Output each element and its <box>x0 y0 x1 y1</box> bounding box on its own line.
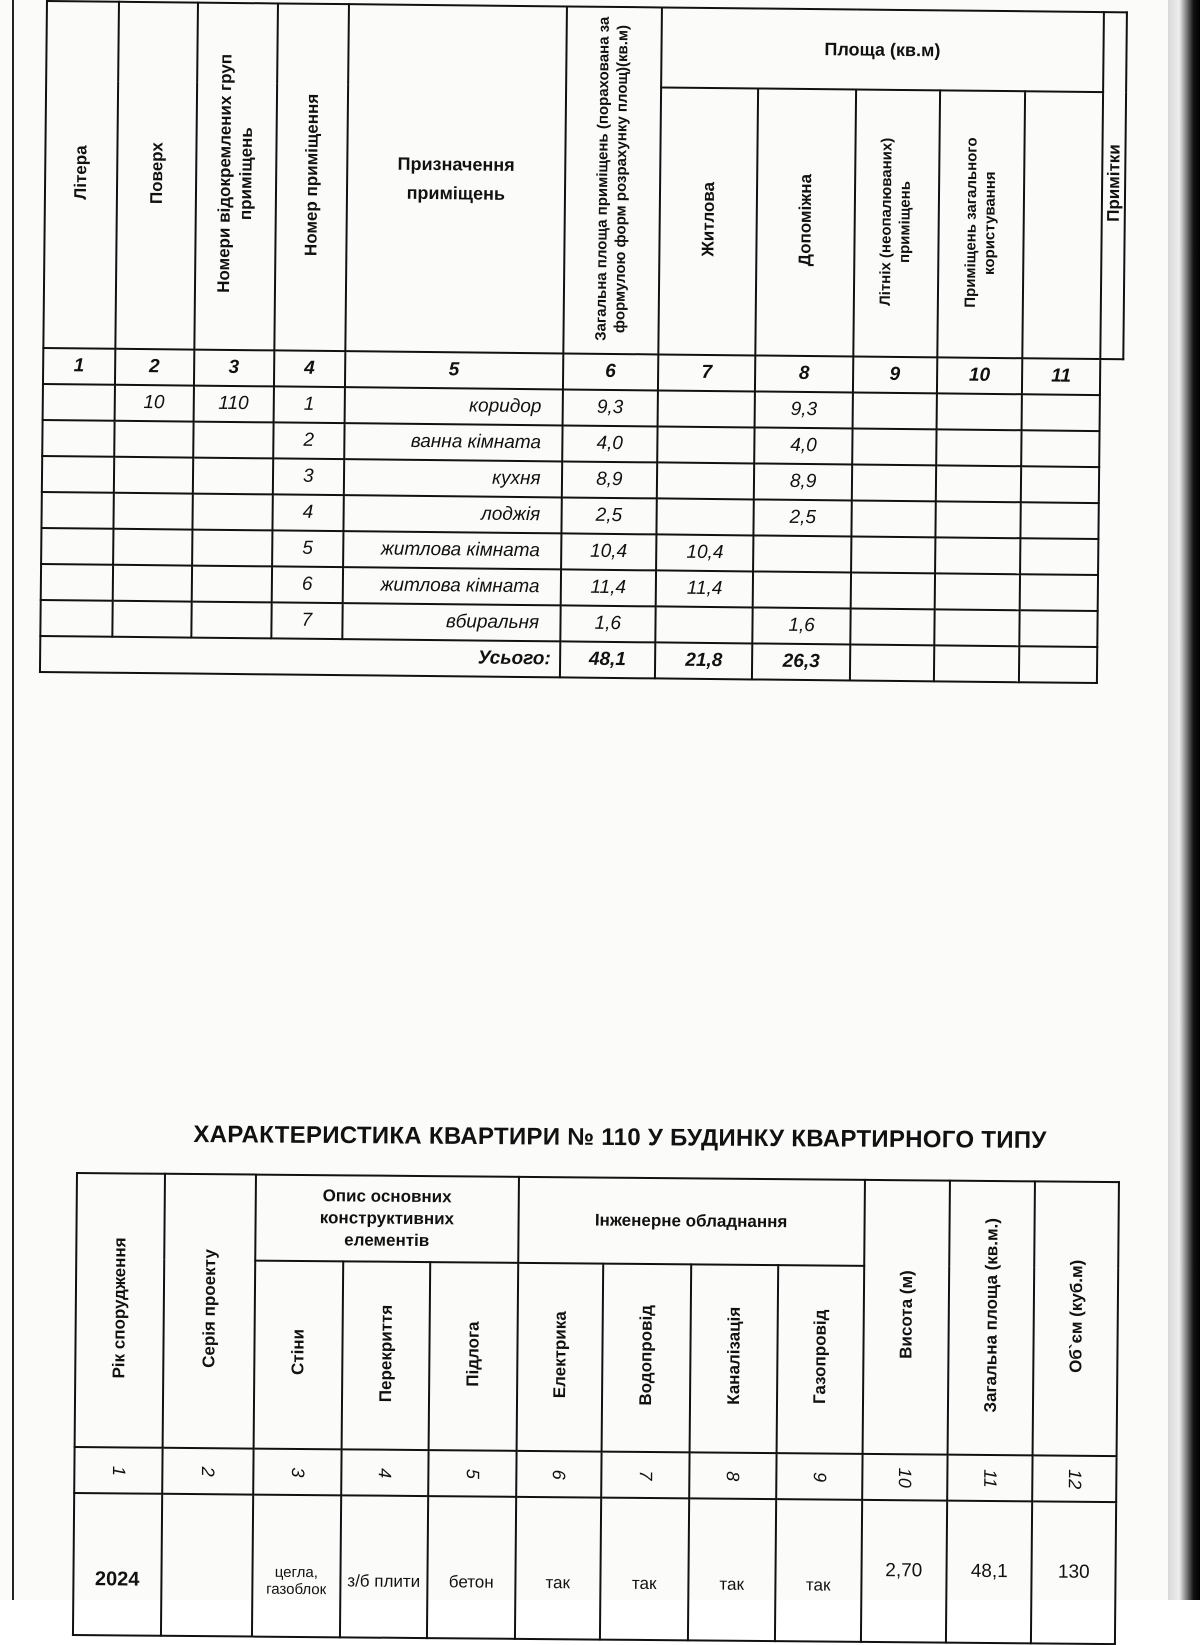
room-aux-cell: 2,5 <box>754 499 852 536</box>
room-living-cell <box>655 606 753 643</box>
header-floor: Поверх <box>115 2 198 350</box>
column-index: 5 <box>428 1450 516 1497</box>
column-index: 7 <box>601 1452 689 1499</box>
header-char-total-area: Загальна площа (кв.м.) <box>948 1181 1036 1456</box>
room-aux-cell: 8,9 <box>754 463 852 500</box>
totals-total-cell: 48,1 <box>560 641 656 678</box>
header-year: Рік спорудження <box>75 1173 165 1448</box>
volume-cell: 130 <box>1031 1501 1116 1644</box>
electricity-cell: так <box>515 1497 602 1640</box>
room-total-cell: 2,5 <box>561 497 657 534</box>
room-living-cell: 10,4 <box>656 534 754 571</box>
room-purpose-cell: житлова кімната <box>343 531 561 569</box>
column-index: 12 <box>1033 1455 1117 1502</box>
room-number-cell: 2 <box>273 422 345 459</box>
column-index: 3 <box>194 350 274 387</box>
column-index: 10 <box>862 1454 948 1501</box>
walls-cell: цегла, газоблок <box>252 1495 341 1638</box>
room-total-cell: 11,4 <box>560 569 656 606</box>
room-aux-cell <box>753 535 851 572</box>
room-living-cell <box>657 426 755 463</box>
room-total-cell: 10,4 <box>561 533 657 570</box>
header-room-number: Номер приміщення <box>274 3 349 351</box>
header-series: Серія проекту <box>162 1174 256 1449</box>
gas-cell: так <box>775 1499 862 1642</box>
ceilings-cell: з/б плити <box>340 1495 429 1638</box>
room-purpose-cell: вбиральня <box>342 603 560 641</box>
column-index: 11 <box>947 1455 1033 1502</box>
room-purpose-cell: кухня <box>344 459 562 497</box>
header-living: Житлова <box>658 87 758 355</box>
room-number-cell: 4 <box>272 494 344 531</box>
room-number-cell: 3 <box>272 458 344 495</box>
room-purpose-cell: коридор <box>345 387 563 425</box>
header-auxiliary: Допоміжна <box>756 88 856 356</box>
water-cell: так <box>600 1498 689 1641</box>
totals-living-cell: 21,8 <box>655 642 753 679</box>
column-index: 8 <box>689 1452 777 1499</box>
header-volume: Об`єм (куб.м) <box>1033 1181 1119 1456</box>
header-electricity: Електрика <box>516 1263 603 1452</box>
column-index: 7 <box>658 354 756 391</box>
column-index: 3 <box>253 1449 341 1496</box>
header-height: Висота (м) <box>862 1180 950 1455</box>
column-index: 10 <box>936 357 1022 394</box>
room-total-cell: 8,9 <box>561 461 657 498</box>
header-group-numbers: Номери відокремлених груп приміщень <box>194 3 277 351</box>
header-common: Приміщень загального користування <box>937 90 1025 358</box>
column-index: 5 <box>345 351 563 389</box>
header-engineering-group: Інженерне обладнання <box>518 1177 865 1266</box>
room-total-cell: 4,0 <box>562 425 658 462</box>
room-number-cell: 1 <box>273 386 345 423</box>
header-water: Водопровід <box>602 1264 691 1453</box>
room-living-cell <box>656 498 754 535</box>
room-number-cell: 5 <box>272 530 344 567</box>
column-index: 9 <box>776 1453 862 1500</box>
header-sewage: Каналізація <box>689 1264 778 1453</box>
column-index: 1 <box>74 1447 162 1494</box>
room-aux-cell: 4,0 <box>755 427 853 464</box>
header-notes: Примітки <box>1100 12 1127 359</box>
header-gas: Газопровід <box>777 1265 864 1454</box>
year-cell: 2024 <box>73 1493 162 1636</box>
room-total-cell: 9,3 <box>562 389 658 426</box>
floor-cell: 10 <box>114 385 194 422</box>
characteristics-title: ХАРАКТЕРИСТИКА КВАРТИРИ № 110 У БУДИНКУ КВАРТИРНОГО ТИПУ <box>193 1121 1047 1154</box>
column-index: 8 <box>755 355 853 392</box>
column-index: 11 <box>1022 358 1100 395</box>
column-index: 4 <box>273 350 345 387</box>
header-walls: Стіни <box>254 1261 343 1450</box>
room-living-cell: 11,4 <box>656 570 754 607</box>
table-row <box>73 1493 1116 1644</box>
room-aux-cell: 1,6 <box>753 607 851 644</box>
room-aux-cell <box>753 571 851 608</box>
char-total-area-cell: 48,1 <box>946 1501 1033 1644</box>
header-ceilings: Перекриття <box>341 1261 430 1450</box>
room-aux-cell: 9,3 <box>755 391 853 428</box>
header-total-area: Загальна площа приміщень (порахована за формулою форм розрахунку площ)(кв.м) <box>563 6 662 354</box>
room-number-cell: 7 <box>271 602 343 639</box>
floor-type-cell: бетон <box>427 1496 516 1639</box>
header-floor-type: Підлога <box>429 1262 518 1451</box>
room-number-cell: 6 <box>271 566 343 603</box>
totals-aux-cell: 26,3 <box>752 643 850 680</box>
column-index: 1 <box>43 348 115 385</box>
room-living-cell <box>657 462 755 499</box>
height-cell: 2,70 <box>860 1500 947 1643</box>
header-summer: Літніх (неопалюваних) приміщень <box>853 89 940 357</box>
column-index: 9 <box>853 356 937 393</box>
totals-label: Усього: <box>40 636 560 677</box>
room-purpose-cell: ванна кімната <box>344 423 562 461</box>
header-litera: Літера <box>43 1 118 349</box>
room-purpose-cell: житлова кімната <box>343 567 561 605</box>
characteristics-table <box>72 1172 1120 1645</box>
room-total-cell: 1,6 <box>560 605 656 642</box>
rooms-table <box>39 0 1128 684</box>
column-index: 4 <box>341 1449 429 1496</box>
column-index: 6 <box>516 1451 602 1498</box>
header-structure-group: Опис основних конструктивних елементів <box>255 1175 518 1263</box>
header-area-group: Площа (кв.м) <box>661 7 1104 92</box>
column-index: 6 <box>563 353 659 390</box>
column-index: 2 <box>114 349 194 386</box>
series-cell <box>160 1494 253 1637</box>
column-index: 2 <box>162 1448 254 1495</box>
room-living-cell <box>658 390 756 427</box>
sewage-cell: так <box>687 1498 776 1641</box>
group-cell: 110 <box>193 386 273 423</box>
page-edge-line <box>12 0 14 1600</box>
scan-border <box>1168 0 1200 1600</box>
header-purpose: Призначення приміщень <box>345 4 566 353</box>
room-purpose-cell: лоджія <box>343 495 561 533</box>
